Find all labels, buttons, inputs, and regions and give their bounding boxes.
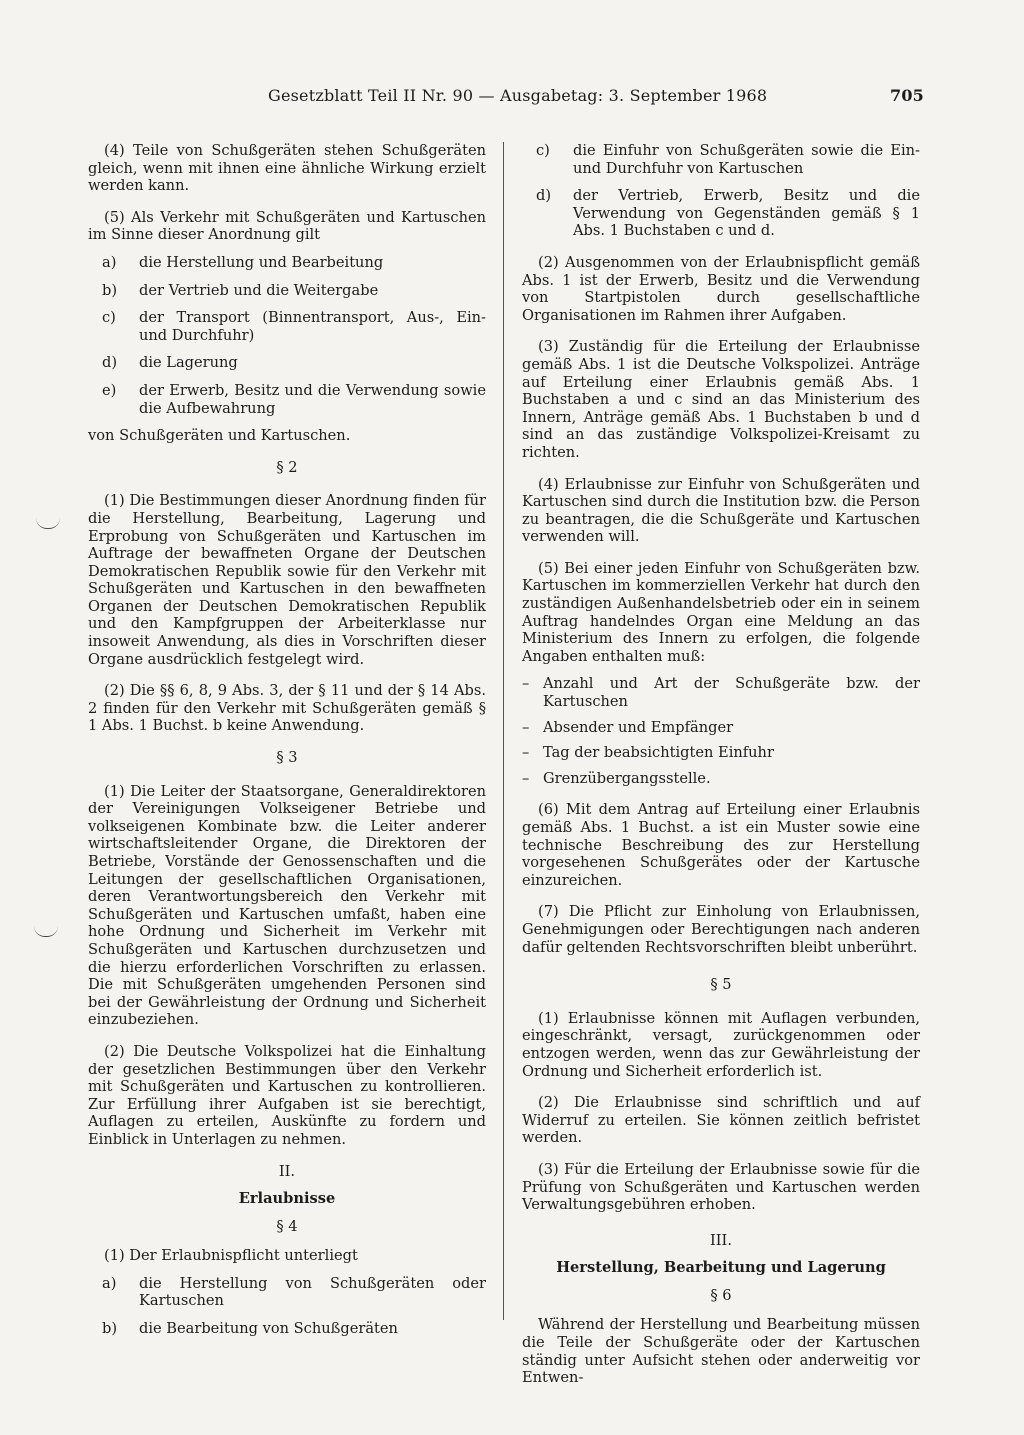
list-item-text: die Herstellung von Schußgeräten oder Kartuschen xyxy=(139,1274,486,1310)
dash-marker: – xyxy=(522,675,530,693)
header-title: Gesetzblatt Teil II Nr. 90 — Ausgabetag: 3. September 1968 xyxy=(268,86,768,105)
list-item-text: der Vertrieb und die Weitergabe xyxy=(139,281,379,299)
paragraph: von Schußgeräten und Kartuschen. xyxy=(88,427,351,445)
right-column xyxy=(522,142,920,1401)
dash-list-item xyxy=(522,719,920,737)
list-item-text: die Einfuhr von Schußgeräten sowie die Ein- und Durchfuhr von Kartuschen xyxy=(573,142,920,177)
paragraph: (1) Der Erlaubnispflicht unterliegt xyxy=(104,1247,358,1265)
section-heading: § 5 xyxy=(710,976,732,994)
section-heading: § 3 xyxy=(276,749,298,767)
chapter-title: Erlaubnisse xyxy=(238,1190,336,1208)
column-divider xyxy=(503,142,504,1320)
list-item-label: b) xyxy=(102,281,118,299)
dash-item-text: Anzahl und Art der Schußgeräte bzw. der Kartuschen xyxy=(543,675,920,711)
paragraph: (1) Die Bestimmungen dieser Anordnung finden für die Herstellung, Bearbeitung, Lagerung und Erprobung von Schußgeräten und Kartuschen im Auftrage der bewaffneten Organe der Deutschen Demokratischen Republik sowie für den Verkehr mit Schußgeräten und Kartuschen in den bewaffneten Organen der Deutschen Demokratischen Republik und den Kampfgruppen der Arbeiterklasse nur insoweit Anwendung, als dies in Vorschriften dieser Organe ausdrücklich festgelegt wird. xyxy=(88,492,486,668)
dash-item-text: Grenzübergangsstelle. xyxy=(543,769,711,787)
list-item-label: e) xyxy=(102,381,117,399)
dash-item-text: Tag der beabsichtigten Einfuhr xyxy=(543,744,774,762)
dash-list-item xyxy=(522,744,920,762)
dash-item-text: Absender und Empfänger xyxy=(543,718,734,736)
paragraph: (4) Erlaubnisse zur Einfuhr von Schußgeräten und Kartuschen sind durch die Institution bzw. die Person zu beantragen, die die Schußgeräte und Kartuschen verwenden will. xyxy=(522,475,920,546)
list-item-label: c) xyxy=(536,142,550,159)
paragraph: (2) Die §§ 6, 8, 9 Abs. 3, der § 11 und der § 14 Abs. 2 finden für den Verkehr mit Schußgeräten gemäß § 1 Abs. 1 Buchst. b keine Anwendung. xyxy=(88,682,486,735)
list-item-text: der Erwerb, Besitz und die Verwendung sowie die Aufbewahrung xyxy=(139,381,486,417)
left-column xyxy=(88,142,486,1348)
paragraph: (5) Bei einer jeden Einfuhr von Schußgeräten bzw. Kartuschen im kommerziellen Verkehr hat durch den zuständigen Außenhandelsbetrieb oder ein in seinem Auftrag handelndes Organ eine Meldung an das Ministerium des Innern zu erfolgen, die folgende Angaben enthalten muß: xyxy=(522,559,920,665)
paragraph: (7) Die Pflicht zur Einholung von Erlaubnissen, Genehmigungen oder Berechtigungen nach anderen dafür geltenden Rechtsvorschriften bleibt unberührt. xyxy=(522,903,920,956)
list-item-label: d) xyxy=(102,354,118,372)
list-item xyxy=(102,282,486,300)
list-item-text: der Transport (Binnentransport, Aus-, Ein- und Durchfuhr) xyxy=(139,309,486,344)
dash-list-item xyxy=(522,675,920,710)
paragraph: (2) Ausgenommen von der Erlaubnispflicht gemäß Abs. 1 ist der Erwerb, Besitz und die Verwendung von Startpistolen durch gesellschaftliche Organisationen im Rahmen ihrer Aufgaben. xyxy=(522,253,920,324)
list-item-label: d) xyxy=(536,187,552,205)
section-heading: § 2 xyxy=(276,458,298,476)
paragraph: (3) Zuständig für die Erteilung der Erlaubnisse gemäß Abs. 1 ist die Deutsche Volkspolizei. Anträge auf Erteilung einer Erlaubnis gemäß Abs. 1 Buchstaben a und c sind an das Ministerium des Innern, Anträge gemäß Abs. 1 Buchstaben b und d sind an das zuständige Volkspolizei-Kreisamt zu richten. xyxy=(522,338,920,461)
dash-marker: – xyxy=(522,769,530,787)
margin-pencil-mark xyxy=(34,926,58,937)
list-item-label: b) xyxy=(102,1320,118,1338)
list-item xyxy=(102,254,486,272)
list-item xyxy=(536,187,920,240)
list-item-label: a) xyxy=(102,253,117,271)
paragraph: (4) Teile von Schußgeräten stehen Schußgeräten gleich, wenn mit ihnen eine ähnliche Wirkung erzielt werden kann. xyxy=(88,142,486,195)
paragraph: (5) Als Verkehr mit Schußgeräten und Kartuschen im Sinne dieser Anordnung gilt xyxy=(88,208,486,244)
section-heading: § 4 xyxy=(276,1217,298,1235)
chapter-title: Herstellung, Bearbeitung und Lagerung xyxy=(556,1259,886,1277)
margin-pencil-mark xyxy=(36,518,60,529)
paragraph: (2) Die Erlaubnisse sind schriftlich und auf Widerruf zu erteilen. Sie können zeitlich befristet werden. xyxy=(522,1094,920,1147)
list-item-label: c) xyxy=(102,309,116,327)
list-item-label: a) xyxy=(102,1274,117,1292)
list-item-text: der Vertrieb, Erwerb, Besitz und die Verwendung von Gegenständen gemäß § 1 Abs. 1 Buchstaben c und d. xyxy=(573,187,920,240)
chapter-numeral: III. xyxy=(710,1231,732,1249)
list-item-text: die Herstellung und Bearbeitung xyxy=(139,253,384,271)
paragraph: (6) Mit dem Antrag auf Erteilung einer Erlaubnis gemäß Abs. 1 Buchst. a ist ein Muster sowie eine technische Beschreibung des zur Herstellung vorgesehenen Schußgerätes oder der Kartusche einzureichen. xyxy=(522,801,920,889)
dash-marker: – xyxy=(522,744,530,762)
page-number: 705 xyxy=(890,86,924,105)
dash-marker: – xyxy=(522,718,530,736)
section-heading: § 6 xyxy=(710,1286,732,1304)
list-item-text: die Lagerung xyxy=(139,354,238,372)
dash-list-item xyxy=(522,770,920,788)
paragraph: Während der Herstellung und Bearbeitung müssen die Teile der Schußgeräte oder der Kartuschen ständig unter Aufsicht stehen oder anderweitig vor Entwen- xyxy=(522,1316,920,1387)
list-item xyxy=(102,382,486,417)
list-item-text: die Bearbeitung von Schußgeräten xyxy=(139,1320,398,1338)
paragraph: (1) Erlaubnisse können mit Auflagen verbunden, eingeschränkt, versagt, zurückgenommen oder entzogen werden, wenn das zur Gewährleistung der Ordnung und Sicherheit erforderlich ist. xyxy=(522,1009,920,1080)
chapter-numeral: II. xyxy=(278,1162,296,1180)
paragraph: (2) Die Deutsche Volkspolizei hat die Einhaltung der gesetzlichen Bestimmungen über den Verkehr mit Schußgeräten und Kartuschen zu kontrollieren. Zur Erfüllung ihrer Aufgaben ist sie berechtigt, Auflagen zu erteilen, Auskünfte zu fordern und Einblick in Unterlagen zu nehmen. xyxy=(88,1042,486,1148)
paragraph: (3) Für die Erteilung der Erlaubnisse sowie für die Prüfung von Schußgeräten und Kartuschen werden Verwaltungsgebühren erhoben. xyxy=(522,1160,920,1214)
list-item xyxy=(102,1275,486,1310)
list-item xyxy=(102,354,486,372)
list-item xyxy=(536,142,920,177)
list-item xyxy=(102,1320,486,1338)
paragraph: (1) Die Leiter der Staatsorgane, Generaldirektoren der Vereinigungen Volkseigener Betriebe und volkseigenen Kombinate bzw. die Leiter anderer wirtschaftsleitender Organe, die Direktoren der Betriebe, Vorstände der Genossenschaften und die Leitungen der gesellschaftlichen Organisationen, deren Verantwortungsbereich den Verkehr mit Schußgeräten und Kartuschen umfaßt, haben eine hohe Ordnung und Sicherheit im Verkehr mit Schußgeräten und Kartuschen durchzusetzen und die hierzu erforderlichen Vorschriften zu erlassen. Die mit Schußgeräten umgehenden Personen sind bei der Gewährleistung der Ordnung und Sicherheit einzubeziehen. xyxy=(88,782,486,1029)
list-item xyxy=(102,309,486,344)
